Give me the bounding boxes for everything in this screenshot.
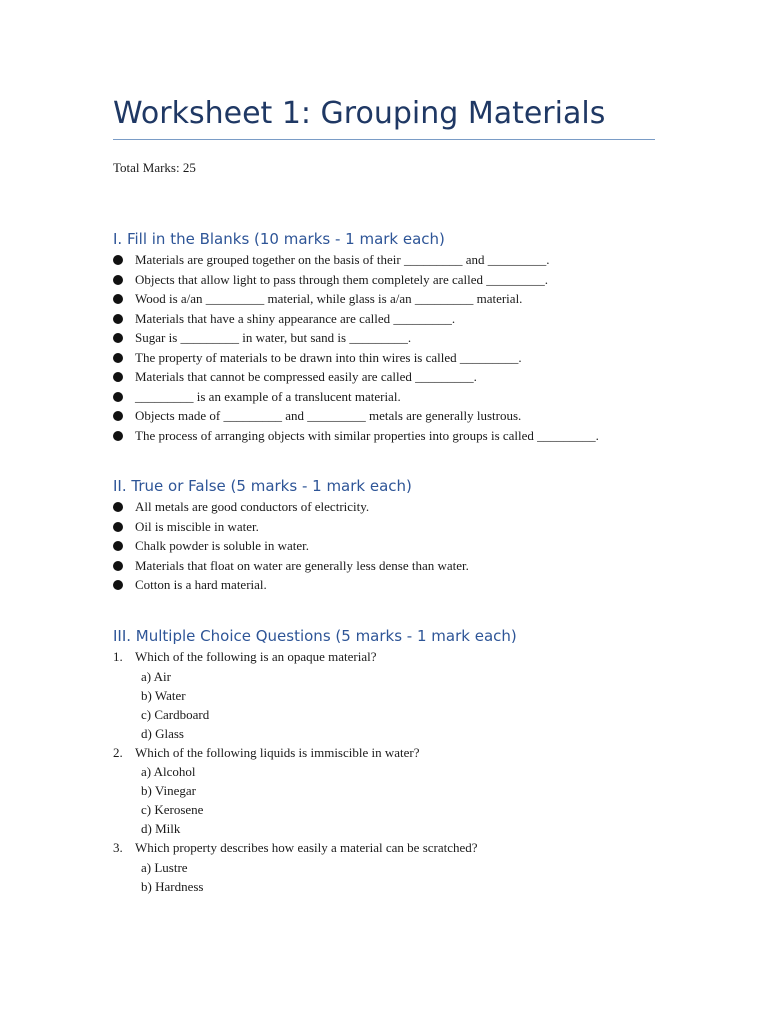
question-number: 3. bbox=[113, 840, 123, 855]
list-item bbox=[113, 309, 673, 329]
answer-option: c) Kerosene bbox=[141, 802, 204, 817]
question-item bbox=[113, 743, 673, 839]
option-list bbox=[113, 667, 673, 743]
answer-option: a) Air bbox=[141, 668, 171, 684]
answer-option: a) Alcohol bbox=[141, 764, 196, 779]
list-item bbox=[113, 497, 673, 517]
list-item-text: Materials that have a shiny appearance are called _________. bbox=[135, 310, 456, 326]
list-item bbox=[113, 348, 673, 368]
option-list bbox=[113, 858, 673, 896]
list-item-text: Objects that allow light to pass through them completely are called _________. bbox=[135, 271, 549, 287]
answer-option: b) Vinegar bbox=[141, 783, 196, 798]
list-item bbox=[113, 556, 673, 576]
list-item-text: Objects made of _________ and _________ metals are generally lustrous. bbox=[135, 408, 522, 423]
question-text: Which of the following liquids is immiscible in water? bbox=[135, 744, 420, 760]
list-item-text: Wood is a/an _________ material, while glass is a/an _________ material. bbox=[135, 291, 523, 306]
answer-option: b) Hardness bbox=[141, 878, 204, 894]
list-item-text: Cotton is a hard material. bbox=[135, 577, 267, 592]
list-item bbox=[113, 517, 673, 537]
bullet-icon bbox=[113, 333, 123, 343]
page-title: Worksheet 1: Grouping Materials bbox=[113, 96, 606, 131]
list-item-text: Sugar is _________ in water, but sand is _________. bbox=[135, 330, 412, 345]
list-item bbox=[113, 575, 673, 595]
bullet-icon bbox=[113, 392, 123, 402]
title-divider bbox=[113, 139, 655, 140]
question-item bbox=[113, 647, 673, 743]
list-item bbox=[113, 250, 673, 270]
bullet-icon bbox=[113, 431, 123, 441]
fill-blanks-heading: I. Fill in the Blanks (10 marks - 1 mark each) bbox=[113, 230, 445, 248]
bullet-icon bbox=[113, 541, 123, 551]
answer-option: a) Lustre bbox=[141, 859, 188, 875]
list-item-text: _________ is an example of a translucent material. bbox=[135, 388, 401, 404]
total-marks: Total Marks: 25 bbox=[113, 160, 196, 175]
list-item-text: Materials are grouped together on the basis of their _________ and _________. bbox=[135, 252, 550, 267]
question-text: Which property describes how easily a material can be scratched? bbox=[135, 840, 478, 855]
mcq-section bbox=[113, 626, 673, 896]
question-text-row bbox=[113, 743, 673, 763]
bullet-icon bbox=[113, 275, 123, 285]
question-text-row bbox=[113, 838, 673, 858]
list-item bbox=[113, 426, 673, 446]
list-item bbox=[113, 289, 673, 309]
true-false-section bbox=[113, 476, 673, 595]
mcq-heading: III. Multiple Choice Questions (5 marks - 1 mark each) bbox=[113, 627, 517, 645]
bullet-icon bbox=[113, 522, 123, 532]
question-number: 1. bbox=[113, 649, 123, 664]
answer-option: d) Glass bbox=[141, 725, 184, 741]
list-item-text: Oil is miscible in water. bbox=[135, 518, 259, 534]
question-text-row bbox=[113, 647, 673, 667]
answer-option: c) Cardboard bbox=[141, 706, 210, 722]
list-item-text: Materials that cannot be compressed easily are called _________. bbox=[135, 369, 477, 384]
true-false-list bbox=[113, 497, 673, 595]
question-item bbox=[113, 838, 673, 896]
list-item bbox=[113, 387, 673, 407]
bullet-icon bbox=[113, 580, 123, 590]
list-item-text: All metals are good conductors of electricity. bbox=[135, 499, 370, 514]
bullet-icon bbox=[113, 411, 123, 421]
list-item-text: The process of arranging objects with similar properties into groups is called _________. bbox=[135, 427, 599, 443]
fill-blanks-list bbox=[113, 250, 673, 445]
bullet-icon bbox=[113, 502, 123, 512]
true-false-heading: II. True or False (5 marks - 1 mark each) bbox=[113, 477, 412, 495]
list-item bbox=[113, 406, 673, 426]
answer-option: d) Milk bbox=[141, 821, 181, 836]
list-item bbox=[113, 367, 673, 387]
list-item-text: Chalk powder is soluble in water. bbox=[135, 538, 310, 553]
bullet-icon bbox=[113, 372, 123, 382]
answer-option: b) Water bbox=[141, 687, 186, 703]
bullet-icon bbox=[113, 561, 123, 571]
bullet-icon bbox=[113, 353, 123, 363]
bullet-icon bbox=[113, 255, 123, 265]
list-item bbox=[113, 536, 673, 556]
question-text: Which of the following is an opaque material? bbox=[135, 649, 377, 664]
list-item-text: Materials that float on water are generally less dense than water. bbox=[135, 557, 469, 573]
bullet-icon bbox=[113, 294, 123, 304]
mcq-list bbox=[113, 647, 673, 896]
option-list bbox=[113, 762, 673, 838]
list-item bbox=[113, 328, 673, 348]
fill-blanks-section bbox=[113, 229, 673, 445]
bullet-icon bbox=[113, 314, 123, 324]
list-item bbox=[113, 270, 673, 290]
question-number: 2. bbox=[113, 744, 123, 760]
list-item-text: The property of materials to be drawn into thin wires is called _________. bbox=[135, 349, 522, 365]
